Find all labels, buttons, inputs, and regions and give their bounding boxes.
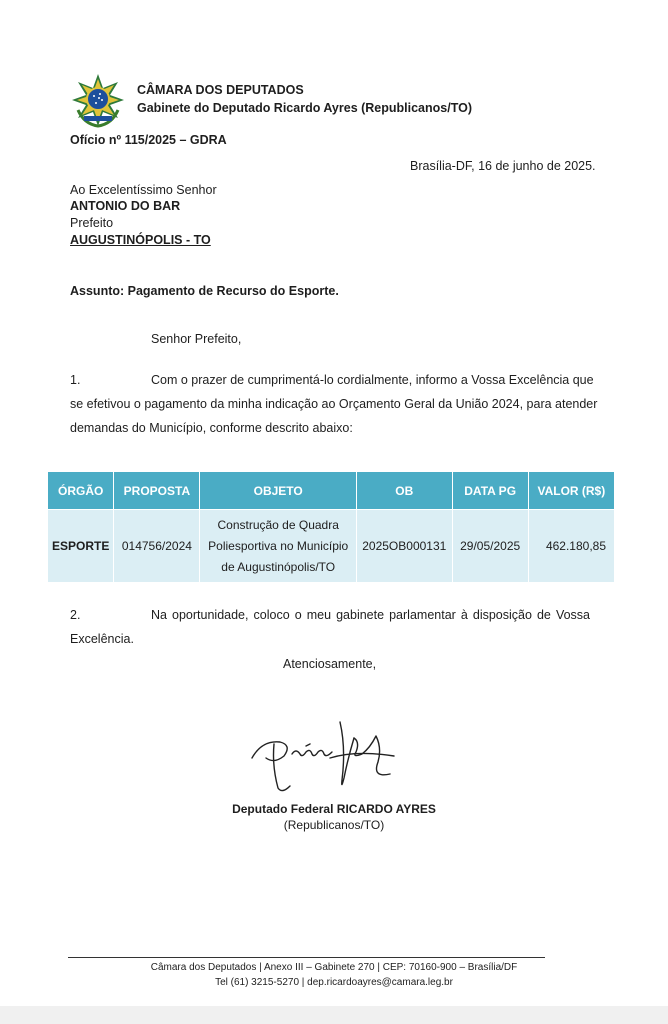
table-row [48,510,615,583]
signer-party: (Republicanos/TO) [283,818,385,832]
office-name: Gabinete do Deputado Ricardo Ayres (Republicanos/TO) [137,101,473,115]
closing: Atenciosamente, [283,657,377,671]
header-proposta: PROPOSTA [114,472,200,510]
paragraph-1-line-1: 1. Com o prazer de cumprimentá-lo cordialmente, informo a Vossa Excelência que [70,368,590,392]
paragraph-1-line-2: se efetivou o pagamento da minha indicação ao Orçamento Geral da União 2024, para atender [70,397,598,411]
document-number: Ofício nº 115/2025 – GDRA [70,133,227,147]
objeto-line-3: de Augustinópolis/TO [221,559,336,574]
cell-proposta: 014756/2024 [114,510,200,583]
paragraph-2-number: 2. [70,608,81,622]
header-data-pg: DATA PG [452,472,528,510]
greeting: Senhor Prefeito, [151,332,242,346]
objeto-line-2: Poliesportiva no Município [208,538,349,553]
cell-ob: 2025OB000131 [356,510,452,583]
header-ob: OB [356,472,452,510]
recipient-city: AUGUSTINÓPOLIS - TO [70,233,211,247]
footer-divider [68,957,545,958]
footer-address: Câmara dos Deputados | Anexo III – Gabinete 270 | CEP: 70160-900 – Brasília/DF [150,962,518,973]
objeto-line-1: Construção de Quadra [217,517,339,532]
cell-orgao: ESPORTE [48,510,114,583]
header-orgao: ÓRGÃO [48,472,114,510]
paragraph-2-line-1: 2. Na oportunidade, coloco o meu gabinete parlamentar à disposição de Vossa [70,603,590,627]
paragraph-1-line-3: demandas do Município, conforme descrito abaixo: [70,421,353,435]
table-header-row [48,472,615,510]
cell-valor: 462.180,85 [528,510,614,583]
payment-table [47,471,615,583]
paragraph-2-line-2: Excelência. [70,632,134,646]
signer-name: Deputado Federal RICARDO AYRES [232,802,436,816]
brazil-coat-of-arms-icon [70,72,126,128]
cell-objeto [200,510,357,583]
paragraph-1-number: 1. [70,373,81,387]
recipient-role: Prefeito [70,216,114,230]
cell-data-pg: 29/05/2025 [452,510,528,583]
header-objeto: OBJETO [200,472,357,510]
recipient-salutation: Ao Excelentíssimo Senhor [70,183,217,197]
header-valor: VALOR (R$) [528,472,614,510]
place-date: Brasília-DF, 16 de junho de 2025. [410,159,596,173]
paragraph-1 [70,368,598,440]
footer-contact: Tel (61) 3215-5270 | dep.ricardoayres@camara.leg.br [215,977,453,988]
paragraph-2 [70,603,590,651]
recipient-name: ANTONIO DO BAR [70,199,181,213]
handwritten-signature [244,718,404,798]
institution-name: CÂMARA DOS DEPUTADOS [137,83,304,97]
page-bottom-strip [0,1006,668,1024]
subject-line: Assunto: Pagamento de Recurso do Esporte. [70,284,339,298]
